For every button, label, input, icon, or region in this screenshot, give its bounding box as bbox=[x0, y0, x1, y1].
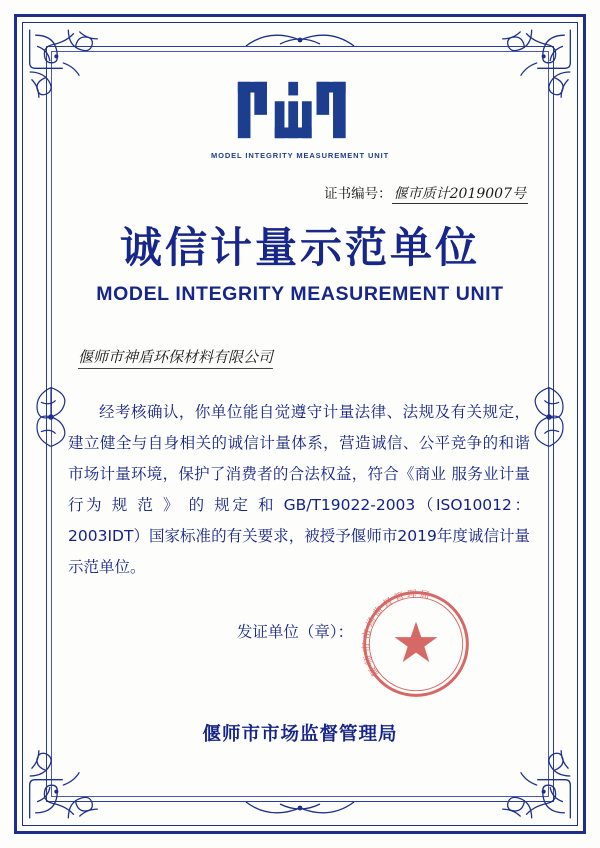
top-ornament-icon bbox=[240, 26, 360, 52]
issuing-organization: 偃师市市场监督管理局 bbox=[202, 724, 398, 745]
certificate-number-label: 证书编号： bbox=[324, 186, 392, 201]
certificate-body bbox=[60, 397, 540, 583]
svg-text:偃师市市场监督管理局: 偃师市市场监督管理局 bbox=[361, 589, 433, 679]
mim-monogram-logo-icon bbox=[232, 76, 368, 144]
certificate-title-en: MODEL INTEGRITY MEASUREMENT UNIT bbox=[96, 283, 504, 305]
logo-block bbox=[60, 76, 540, 160]
certificate-content bbox=[60, 60, 540, 788]
red-official-seal-icon bbox=[360, 588, 472, 700]
recipient-name-text: 偃师市神盾环保材料有限公司 bbox=[78, 348, 273, 369]
logo-caption: MODEL INTEGRITY MEASUREMENT UNIT bbox=[210, 151, 390, 160]
certificate-number bbox=[60, 182, 540, 203]
recipient-name bbox=[60, 346, 540, 367]
issuer-label: 发证单位（章）： bbox=[236, 623, 354, 641]
certificate-number-value: 偃市质计2019007号 bbox=[393, 186, 526, 202]
bottom-ornament-icon bbox=[240, 796, 360, 822]
certificate-body-paragraph: 经考核确认，你单位能自觉遵守计量法律、法规及有关规定，建立健全与自身相关的诚信计量体系，营造诚信、公平竞争的和谐市场计量环境，保护了消费者的合法权益，符合《商业 服务业计量行为 规 范 》 的 规定 和 GB/T19022-2003（ISO10012：2003IDT）国家标准的有关要求，被授予偃师市2019年度诚信计量示范单位。 bbox=[68, 403, 530, 576]
certificate-title-cn: 诚信计量示范单位 bbox=[119, 223, 480, 272]
